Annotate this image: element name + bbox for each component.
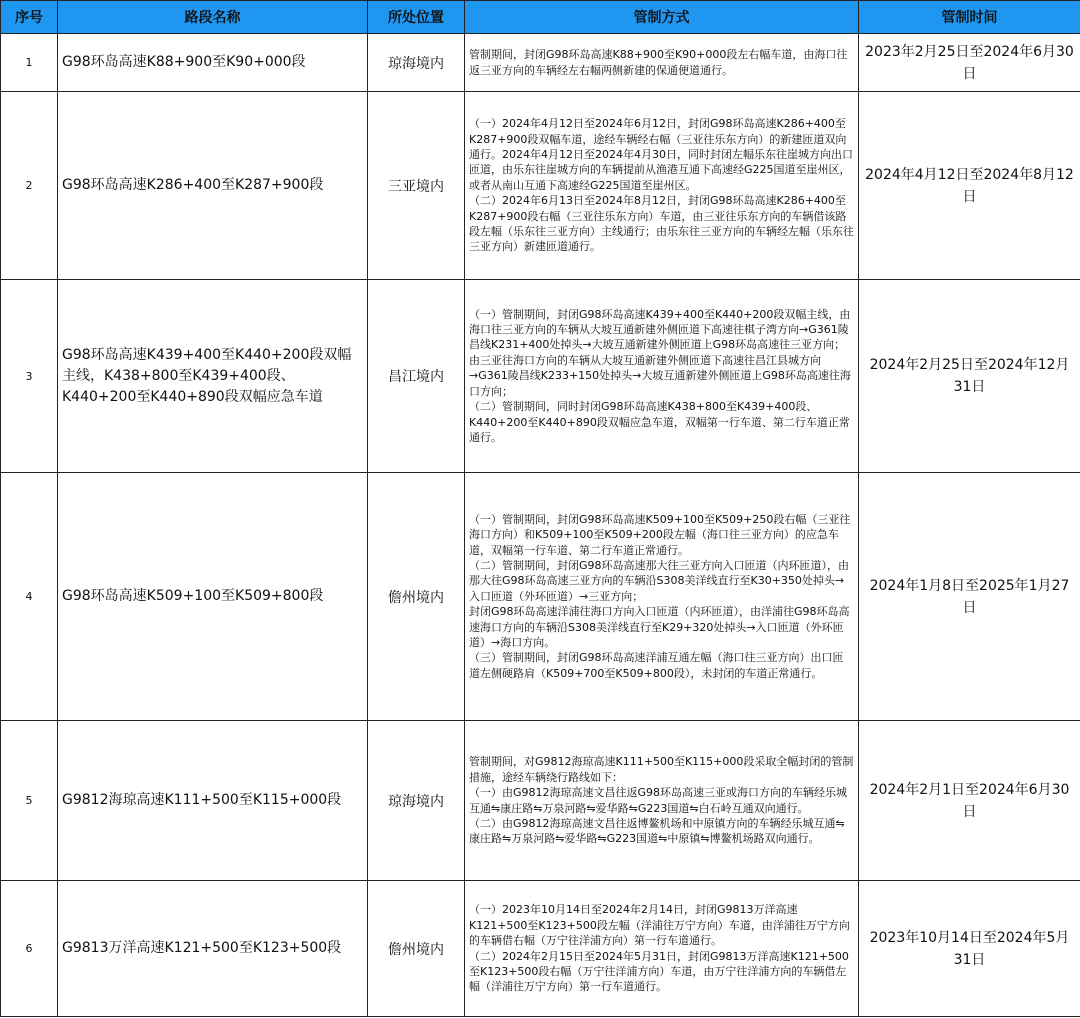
method-paragraph: （一）管制期间，封闭G98环岛高速K509+100至K509+250段右幅（三亚往海口方向）和K509+100至K509+200段左幅（海口往三亚方向）的应急车道，双幅第一行车道、第二行车道正常通行。 — [469, 512, 851, 557]
table-row — [1, 280, 1080, 473]
method-paragraph: （二）管制期间，同时封闭G98环岛高速K438+800至K439+400段、K440+200至K440+890段双幅应急车道，双幅第一行车道、第二行车道正常通行。 — [469, 400, 850, 444]
row-road-name: G98环岛高速K88+900至K90+000段 — [58, 34, 368, 92]
table-row — [1, 92, 1080, 280]
method-paragraph: （二）2024年2月15日至2024年5月31日，封闭G9813万洋高速K121+500至K123+500段右幅（万宁往洋浦方向）车道，由万宁往洋浦方向的车辆借左幅（洋浦往万宁方向）第一行车道通行。 — [469, 949, 849, 994]
row-time: 2023年2月25日至2024年6月30日 — [859, 34, 1080, 92]
header-name: 路段名称 — [58, 1, 368, 34]
method-paragraph: 由三亚往海口方向的车辆从大坡互通新建外侧匝道下高速往昌江县城方向→G361陵昌线K233+150处掉头→大坡互通新建外侧匝道上G98环岛高速往海口方向； — [469, 353, 851, 398]
method-paragraph: （二）管制期间，封闭G98环岛高速那大往三亚方向入口匝道（内环匝道），由那大往G98环岛高速三亚方向的车辆沿S308美洋线直行至K30+350处掉头→入口匝道（外环匝道）→三亚方向； — [469, 558, 850, 603]
method-paragraph: （三）管制期间，封闭G98环岛高速洋浦互通左幅（海口往三亚方向）出口匝道左侧硬路肩（K509+700至K509+800段），未封闭的车道正常通行。 — [469, 651, 844, 680]
method-paragraph: 封闭G98环岛高速洋浦往海口方向入口匝道（内环匝道），由洋浦往G98环岛高速海口方向的车辆沿S308美洋线直行至K29+320处掉头→入口匝道（外环匝道）→海口方向。 — [469, 605, 850, 650]
row-location: 昌江境内 — [368, 280, 465, 473]
row-time: 2024年4月12日至2024年8月12日 — [859, 92, 1080, 280]
row-road-name: G98环岛高速K286+400至K287+900段 — [58, 92, 368, 280]
row-no: 4 — [1, 473, 58, 721]
header-no: 序号 — [1, 1, 58, 34]
row-method — [465, 473, 859, 721]
row-method — [465, 721, 859, 881]
method-paragraph: （二）由G9812海琼高速文昌往返博鳌机场和中原镇方向的车辆经乐城互通⇋康庄路⇋万泉河路⇋爱华路⇋G223国道⇋中原镇⇋博鳌机场路双向通行。 — [469, 816, 845, 846]
header-row — [1, 1, 1080, 34]
method-paragraph: （一）2024年4月12日至2024年6月12日，封闭G98环岛高速K286+400至K287+900段双幅车道，途经车辆经右幅（三亚往乐东方向）的新建匝道双向通行。2024年4月12日至2024年4月30日，同时封闭左幅乐东往崖城方向出口匝道，由乐东往崖城方向的车辆提前从渔港互通下高速经G225国道至崖州区，或者从南山互通下高速经G225国道至崖州区。 — [469, 117, 853, 192]
row-no: 5 — [1, 721, 58, 881]
method-paragraph: 管制期间，对G9812海琼高速K111+500至K115+000段采取全幅封闭的管制措施，途经车辆绕行路线如下： — [469, 755, 854, 784]
method-paragraph: 管制期间，封闭G98环岛高速K88+900至K90+000段左右幅车道，由海口往返三亚方向的车辆经左右幅两侧新建的保通便道通行。 — [469, 48, 848, 77]
row-method — [465, 280, 859, 473]
row-time: 2024年1月8日至2025年1月27日 — [859, 473, 1080, 721]
row-location: 琼海境内 — [368, 34, 465, 92]
row-method — [465, 881, 859, 1017]
row-method — [465, 34, 859, 92]
row-location: 三亚境内 — [368, 92, 465, 280]
row-location: 琼海境内 — [368, 721, 465, 881]
row-road-name: G98环岛高速K439+400至K440+200段双幅主线，K438+800至K439+400段、K440+200至K440+890段双幅应急车道 — [58, 280, 368, 473]
row-time: 2024年2月1日至2024年6月30日 — [859, 721, 1080, 881]
row-location: 儋州境内 — [368, 881, 465, 1017]
table-row — [1, 881, 1080, 1017]
row-no: 1 — [1, 34, 58, 92]
row-road-name: G9812海琼高速K111+500至K115+000段 — [58, 721, 368, 881]
table-row — [1, 721, 1080, 881]
header-location: 所处位置 — [368, 1, 465, 34]
header-method: 管制方式 — [465, 1, 859, 34]
table-row — [1, 34, 1080, 92]
row-no: 2 — [1, 92, 58, 280]
method-paragraph: （一）由G9812海琼高速文昌往返G98环岛高速三亚或海口方向的车辆经乐城互通⇋康庄路⇋万泉河路⇋爱华路⇋G223国道⇋白石岭互通双向通行。 — [469, 786, 848, 815]
row-location: 儋州境内 — [368, 473, 465, 721]
header-time: 管制时间 — [859, 1, 1080, 34]
table-row — [1, 473, 1080, 721]
method-paragraph: （一）2023年10月14日至2024年2月14日，封闭G9813万洋高速K121+500至K123+500段左幅（洋浦往万宁方向）车道，由洋浦往万宁方向的车辆借右幅（万宁往洋浦方向）第一行车道通行。 — [469, 903, 850, 948]
row-road-name: G9813万洋高速K121+500至K123+500段 — [58, 881, 368, 1017]
row-no: 3 — [1, 280, 58, 473]
row-no: 6 — [1, 881, 58, 1017]
row-time: 2023年10月14日至2024年5月31日 — [859, 881, 1080, 1017]
row-method — [465, 92, 859, 280]
row-road-name: G98环岛高速K509+100至K509+800段 — [58, 473, 368, 721]
method-paragraph: （一）管制期间，封闭G98环岛高速K439+400至K440+200段双幅主线，由海口往三亚方向的车辆从大坡互通新建外侧匝道下高速往棋子湾方向→G361陵昌线K231+400处掉头→大坡互通新建外侧匝道上G98环岛高速往三亚方向； — [469, 307, 851, 352]
row-time: 2024年2月25日至2024年12月31日 — [859, 280, 1080, 473]
method-paragraph: （二）2024年6月13日至2024年8月12日，封闭G98环岛高速K286+400至K287+900段右幅（三亚往乐东方向）车道，由三亚往乐东方向的车辆借该路段左幅（乐东往三亚方向）主线通行；由乐东往三亚方向的车辆经左幅（乐东往三亚方向）新建匝道通行。 — [469, 194, 854, 254]
